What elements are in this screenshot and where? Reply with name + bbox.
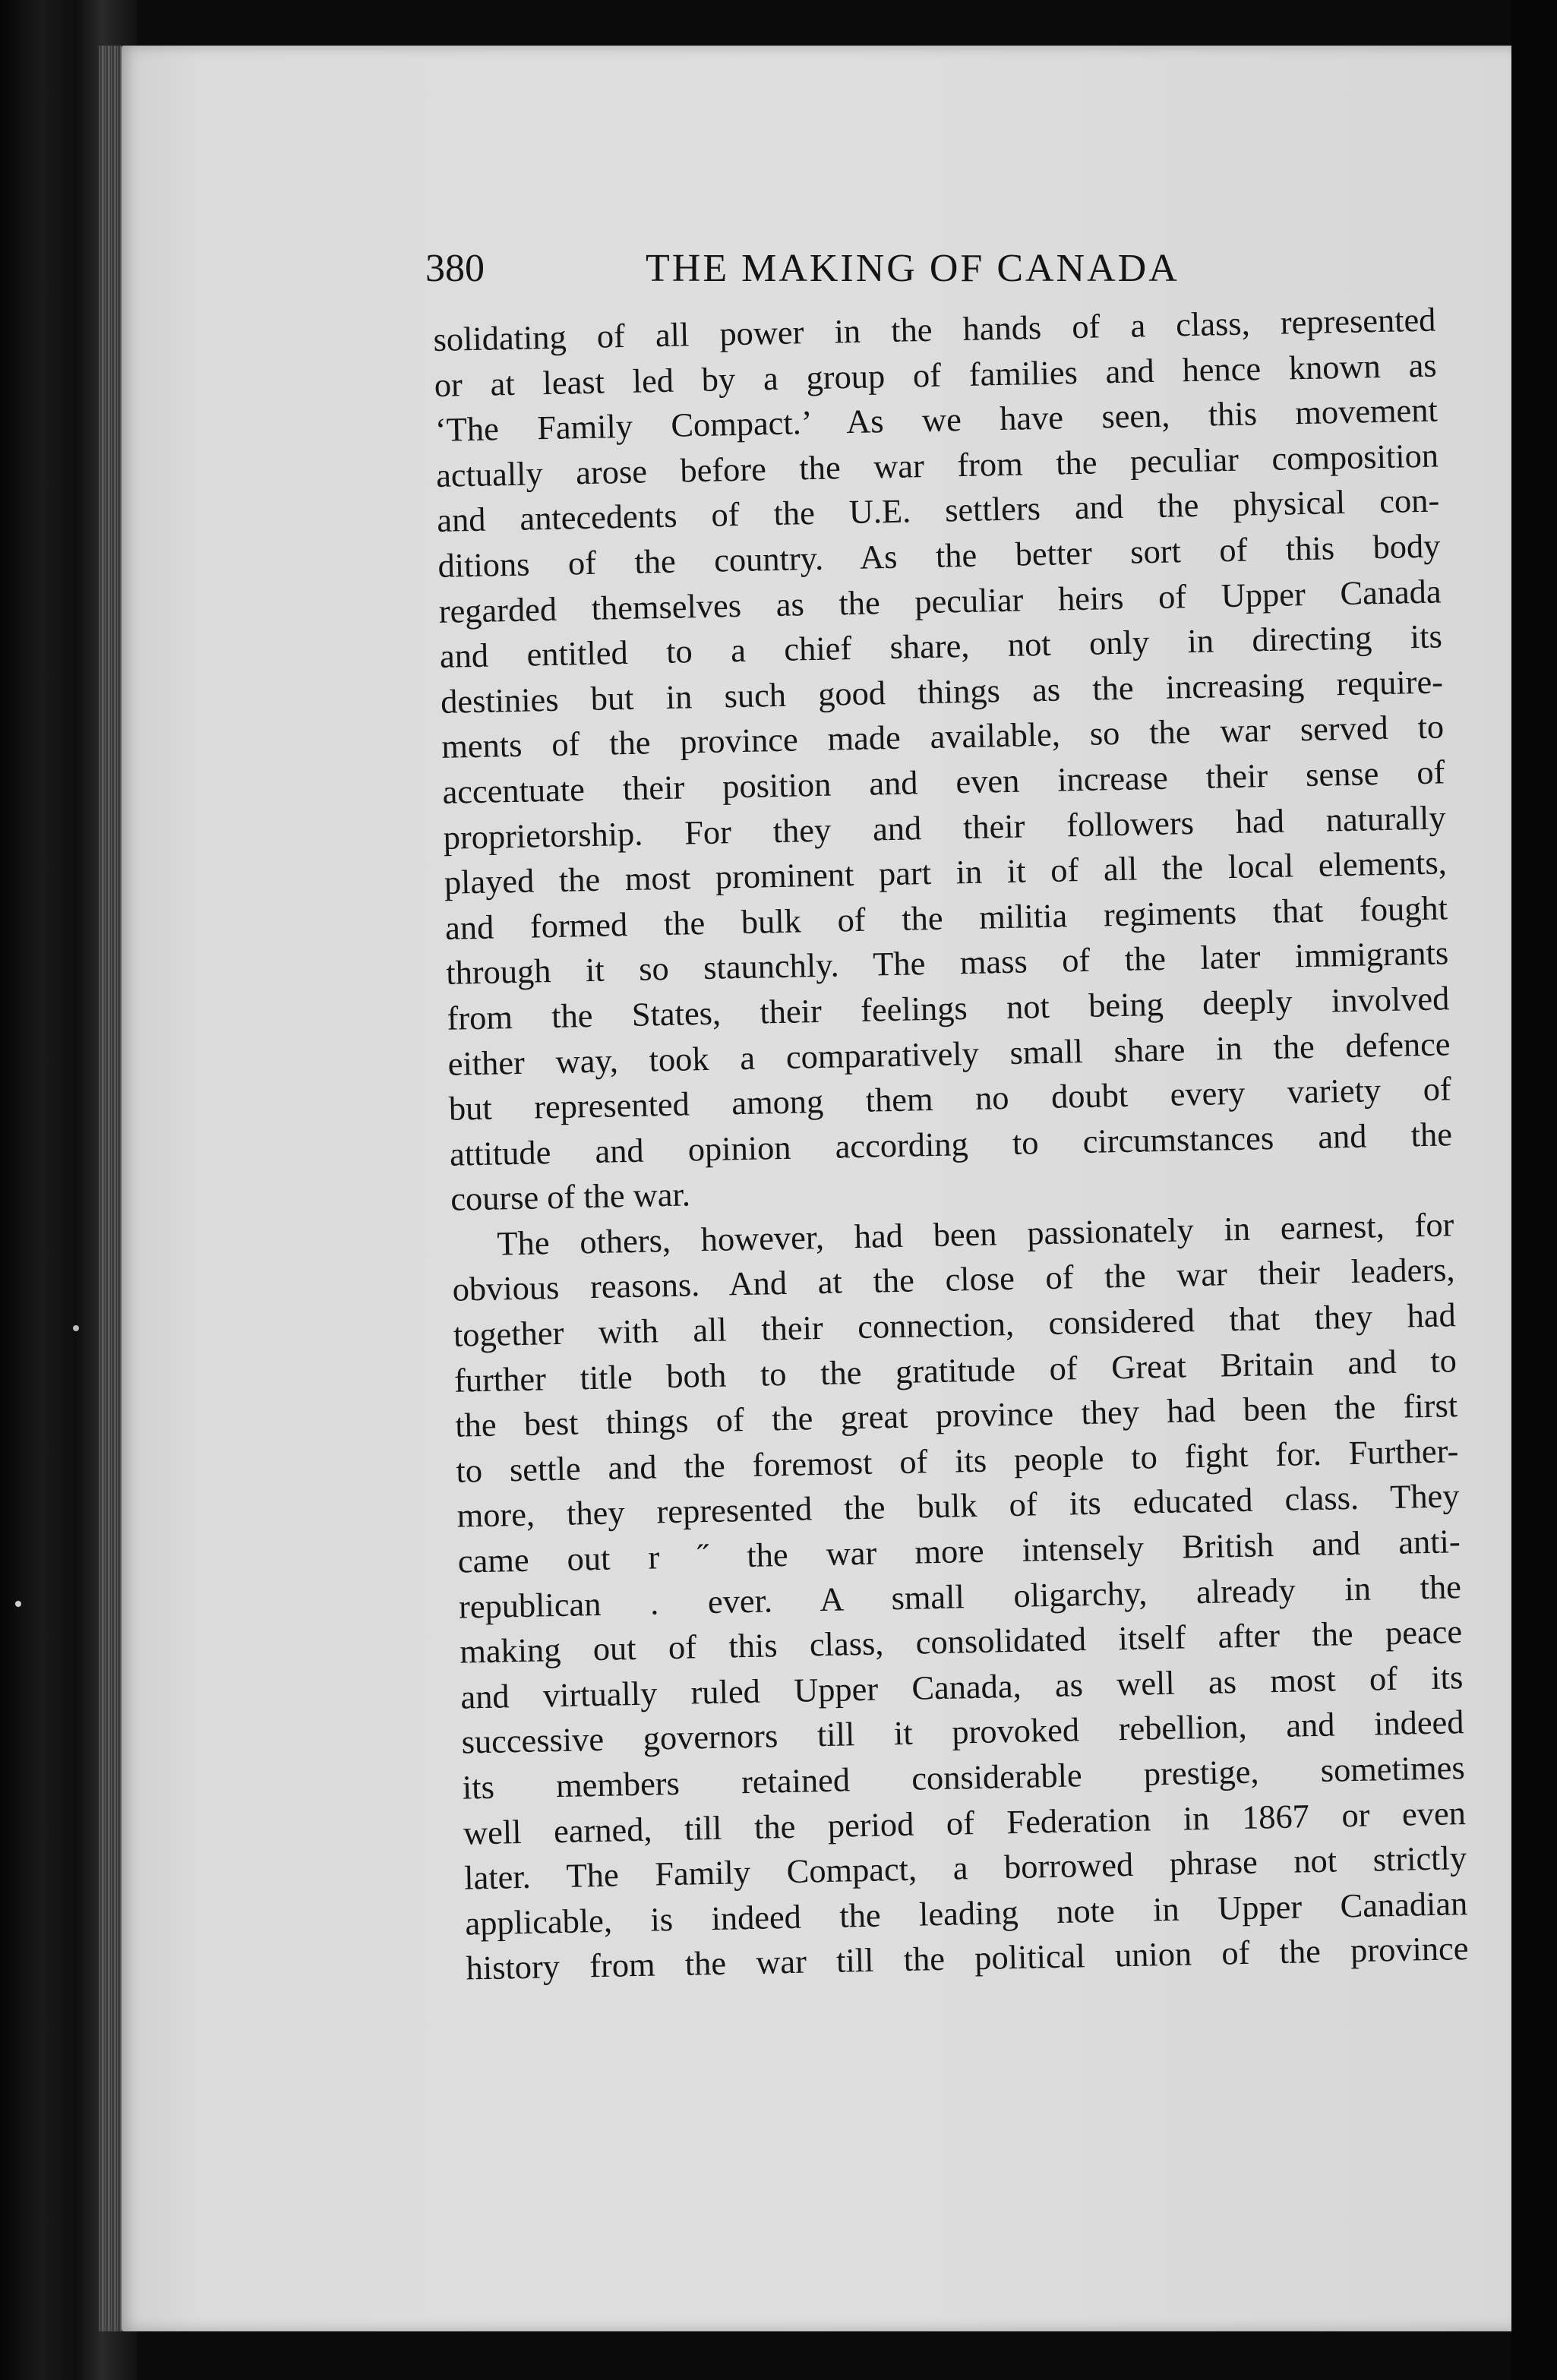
text-line: together with all their connection, considered that they had [453,1296,1457,1354]
text-line: obvious reasons. And at the close of the war their leaders, [452,1250,1455,1309]
scan-border [1511,0,1557,2380]
text-line: regarded themselves as the peculiar heirs of Upper Canada [438,571,1442,630]
text-line: its members retained considerable prestige, sometimes [462,1748,1466,1807]
text-line: ditions of the country. As the better sort of this body [437,526,1441,585]
text-line: and formed the bulk of the militia regiments that fought [444,889,1448,947]
running-head: THE MAKING OF CANADA [646,247,1180,290]
paragraph [451,1202,1469,1991]
text-line: The others, however, had been passionately in earnest, for [496,1205,1454,1263]
page-header [425,241,1261,295]
text-line: ments of the province made available, so the war served to [441,707,1445,766]
text-line: making out of this class, consolidated itself after the peace [459,1612,1463,1671]
text-line: and virtually ruled Upper Canada, as well as most of its [460,1657,1464,1716]
text-line: came out r ˝ the war more intensely British and anti- [457,1522,1461,1580]
text-line: and entitled to a chief share, not only in directing its [439,617,1443,676]
text-line: later. The Family Compact, a borrowed phrase not strictly [463,1839,1467,1897]
text-line: ‘The Family Compact.’ As we have seen, this movement [434,390,1439,450]
text-line: further title both to the gratitude of Great Britain and to [453,1340,1458,1400]
dust-speck [15,1601,21,1607]
text-line: the best things of the great province they had been the first [454,1386,1458,1444]
text-line: destinies but in such good things as the increasing require- [440,662,1444,721]
paragraph [433,298,1454,1223]
text-line: solidating of all power in the hands of a class, represented [433,300,1436,358]
text-line: accentuate their position and even increase their sense of [442,753,1445,811]
text-line: to settle and the foremost of its people to fight for. Further- [455,1431,1459,1490]
dust-speck [73,1325,79,1331]
text-line: and antecedents of the U.E. settlers and the physical con- [436,481,1440,540]
text-line: course of the war. [450,1175,691,1219]
text-line: applicable, is indeed the leading note in Upper Canadian [464,1883,1468,1943]
body-text [433,298,1469,1992]
text-line: history from the war till the political union of the province [466,1929,1469,1987]
text-line: but represented among them no doubt every variety of [448,1069,1452,1128]
text-line: well earned, till the period of Federation in 1867 or even [463,1793,1467,1852]
text-line: republican . ever. A small oligarchy, already in the [458,1567,1462,1626]
text-line: from the States, their feelings not being deeply involved [447,979,1450,1037]
text-line: through it so staunchly. The mass of the later immigrants [445,933,1449,993]
page-number: 380 [425,247,485,290]
text-line: attitude and opinion according to circumstances and the [449,1114,1453,1173]
text-line: proprietorship. For they and their followers had naturally [443,797,1446,857]
text-line: more, they represented the bulk of its educated class. They [456,1476,1460,1536]
text-line: or at least led by a group of families and hence known as [434,346,1438,404]
text-line: successive governors till it provoked rebellion, and indeed [461,1703,1464,1762]
text-line: either way, took a comparatively small share in the defence [447,1024,1451,1083]
text-line: played the most prominent part in it of all the local elements, [444,843,1448,901]
text-line: actually arose before the war from the peculiar composition [435,436,1439,494]
